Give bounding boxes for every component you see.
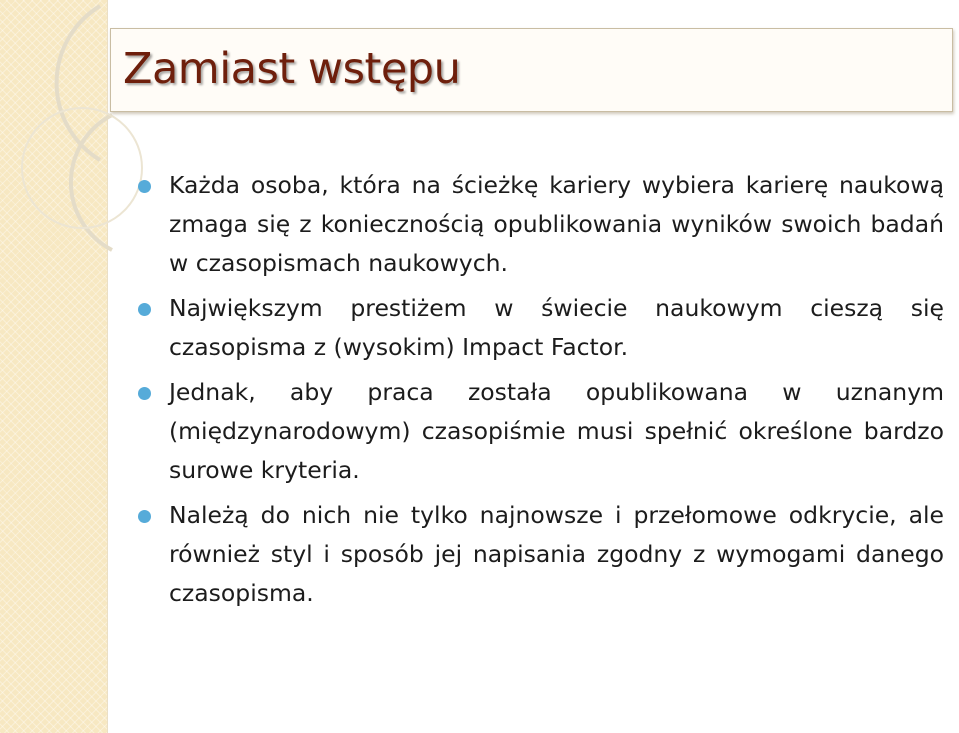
bullet-dot-icon bbox=[138, 303, 151, 316]
bullet-text: Należą do nich nie tylko najnowsze i przełomowe odkrycie, ale również styl i sposób jej napisania zgodny z wymogami danego czasopisma. bbox=[169, 501, 944, 607]
bullet-dot-icon bbox=[138, 510, 151, 523]
bullet-item bbox=[132, 373, 944, 490]
title-box bbox=[110, 28, 953, 112]
bullet-text: Każda osoba, która na ścieżkę kariery wybiera karierę naukową zmaga się z koniecznością opublikowania wyników swoich badań w czasopismach naukowych. bbox=[169, 171, 944, 277]
bullet-dot-icon bbox=[138, 180, 151, 193]
bullet-text: Największym prestiżem w świecie naukowym cieszą się czasopisma z (wysokim) Impact Factor. bbox=[169, 294, 944, 361]
bullet-item bbox=[132, 166, 944, 283]
bullet-text: Jednak, aby praca została opublikowana w uznanym (międzynarodowym) czasopiśmie musi spełnić określone bardzo surowe kryteria. bbox=[169, 378, 944, 484]
bullet-item bbox=[132, 289, 944, 367]
bullet-list bbox=[132, 166, 944, 619]
slide-title: Zamiast wstępu bbox=[123, 44, 461, 94]
bullet-dot-icon bbox=[138, 387, 151, 400]
bullet-item bbox=[132, 496, 944, 613]
